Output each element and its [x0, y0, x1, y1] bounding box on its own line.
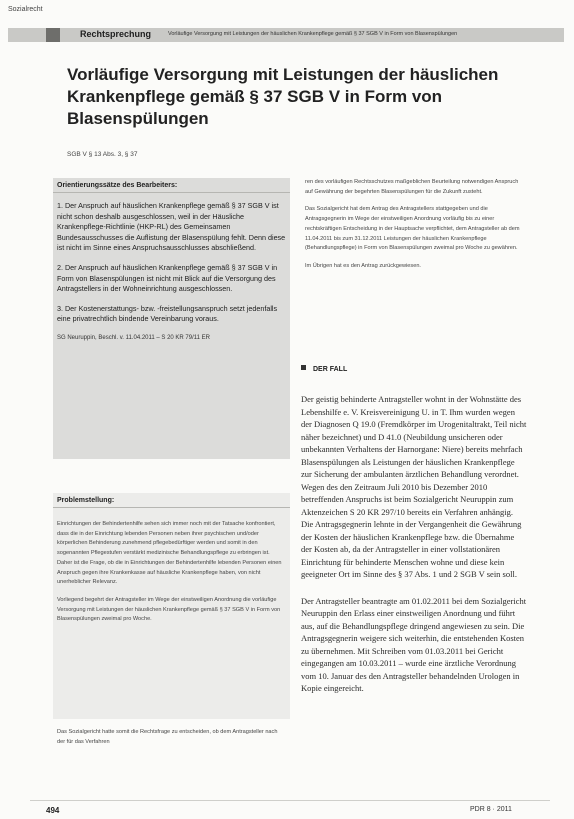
- header-square-marker: [46, 28, 60, 42]
- square-bullet-icon: [301, 365, 306, 370]
- guideline-item: 3. Der Kostenerstattungs- bzw. -freistellungsanspruch setzt jedenfalls eine privatrechtlich bindende Vereinbarung voraus.: [57, 303, 278, 324]
- case-paragraph: Der Antragsteller beantragte am 01.02.2011 bei dem Sozialgericht Neuruppin den Erlass einer einstweiligen Anordnung und führt aus, auf die Behandlungspflege dringend angewiesen zu sein. Die Antragsgegnerin weigere sich weiterhin, die entstehenden Kosten zu übernehmen. Mit Schreiben vom 01.03.2011 bei Gericht eingegangen am 10.03.2011 – wurde eine ärztliche Verordnung vom 10. Januar des den Antragsteller behandelnden Urologen in Kopie eingereicht.: [301, 595, 527, 693]
- right-intro: [301, 178, 527, 280]
- left-continuation: [53, 728, 290, 755]
- norm-reference: SGB V § 13 Abs. 3, § 37: [67, 151, 138, 158]
- section-tag: Sozialrecht: [8, 6, 43, 13]
- problem-heading: Problemstellung:: [53, 493, 290, 508]
- continuation-paragraph: Das Sozialgericht hatte somit die Rechtsfrage zu entscheiden, ob dem Antragsteller nach der für das Verfahren: [57, 729, 278, 745]
- intro-paragraph: ren des vorläufigen Rechtsschutzes maßgeblichen Beurteilung notwendigen Anspruch auf Gewährung der begehrten Blasenspülungen für die Zukunft zusteht.: [305, 179, 519, 195]
- header-label: Rechtsprechung: [80, 29, 152, 39]
- case-paragraph: Der geistig behinderte Antragsteller wohnt in der Wohnstätte des Lebenshilfe e. V. Kreisvereinigung U. in T. Ihm wurden wegen der Diagnosen Q 19.0 (Fremdkörper im Urogenitaltrakt, Teil nicht näher bezeichnet) und D 41.0 (Neubildung unsicheren oder unbekannten Verhaltens der Harnorgane: Niere) bereits mehrfach Blasenspülungen als Leistungen der häuslichen Krankenpflege zur Sicherung der ambulanten ärztlichen Behandlung verordnet. Wegen des den Zeitraum Juli 2010 bis Dezember 2010 betreffenden Anspruchs ist beim Sozialgericht Neuruppin zum Aktenzeichen S 20 KR 297/10 bereits ein Verfahren anhängig. Die Antragsgegnerin lehnte in der Vergangenheit die Gewährung der Kosten der häuslichen Krankenpflege bzw. die Übernahme der Kosten ab, da der Antragsteller in einer vollstationären Einrichtung für behinderte Menschen wohne und diese kein geeigneter Ort im Sinne des § 37 Abs. 1 und 2 SGB V sein soll.: [301, 394, 527, 579]
- case-body: [301, 393, 527, 709]
- case-heading-text: DER FALL: [313, 366, 348, 373]
- case-heading: [301, 365, 347, 373]
- intro-paragraph: Das Sozialgericht hat dem Antrag des Antragstellers stattgegeben und die Antragsgegnerin im Wege der einstweiligen Anordnung vorläufig bis zu einer rechtskräftigen Entscheidung in der Hauptsache verpflichtet, dem Antragsteller ab dem 11.04.2011 bis zum 31.12.2011 Leistungen der häuslichen Krankenpflege (Behandlungspflege) in Form von Blasenspülungen zweimal pro Woche zu gewähren.: [305, 206, 520, 252]
- footer-divider: [30, 800, 550, 801]
- page-number: 494: [46, 806, 60, 815]
- problem-paragraph: Einrichtungen der Behindertenhilfe sehen sich immer noch mit der Tatsache konfrontiert, dass die in der Einrichtung lebenden Personen neben ihrer psychischen und/oder körperlichen Behinderung zunehmend pflegebedürftiger werden und somit in den sogenannten Pflegestufen verstärkt medizinische Behandlungspflege zu erbringen ist. Daher ist die Frage, ob die in Einrichtungen der Behindertenhilfe lebenden Personen einen Anspruch gegen ihre Krankenkasse auf häusliche Krankenpflege haben, von nicht unerheblicher Relevanz.: [57, 521, 282, 586]
- running-header: [8, 28, 564, 42]
- journal-issue: PDR 8 · 2011: [470, 806, 512, 813]
- problem-box: [53, 493, 290, 719]
- guidelines-box: [53, 178, 290, 459]
- guidelines-heading: Orientierungssätze des Bearbeiters:: [53, 178, 290, 193]
- guideline-item: 2. Der Anspruch auf häuslichen Krankenpflege gemäß § 37 SGB V in Form von Blasenspülungen ist nicht mit Blick auf die Versorgung des Antragstellers in der Wohneinrichtung ausgeschlossen.: [57, 262, 278, 294]
- article-title: Vorläufige Versorgung mit Leistungen der häuslichen Krankenpflege gemäß § 37 SGB V in Form von Blasenspülungen: [67, 65, 499, 128]
- problem-paragraph: Vorliegend begehrt der Antragsteller im Wege der einstweiligen Anordnung die vorläufige Versorgung mit Leistungen der häuslichen Krankenpflege gemäß § 37 SGB V in Form von Blasenspülungen zweimal pro Woche.: [57, 596, 281, 623]
- header-description: Vorläufige Versorgung mit Leistungen der häuslichen Krankenpflege gemäß § 37 SGB V in Form von Blasenspülungen: [168, 31, 458, 37]
- guideline-item: 1. Der Anspruch auf häuslichen Krankenpflege gemäß § 37 SGB V ist nicht schon deshalb ausgeschlossen, weil in der Häusliche Krankenpflege-Richtlinie (HKP-RL) des Gemeinsamen Bundesausschusses die Auflistung der Blasenspülung fehlt. Denn diese ist nicht im Sinne eines Anspruchsausschlusses abschließend.: [57, 201, 286, 253]
- court-citation: SG Neuruppin, Beschl. v. 11.04.2011 – S 20 KR 79/11 ER: [57, 334, 210, 341]
- intro-paragraph: Im Übrigen hat es den Antrag zurückgewiesen.: [305, 262, 421, 269]
